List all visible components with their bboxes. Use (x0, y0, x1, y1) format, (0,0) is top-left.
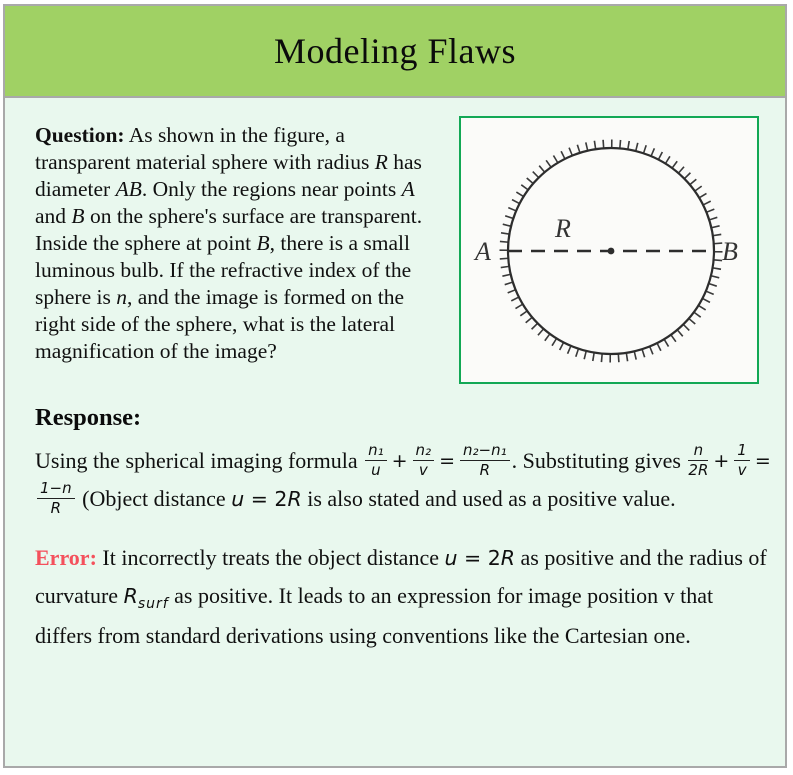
equals-operator: = (754, 449, 771, 472)
math-u: u (444, 546, 458, 571)
fraction-n-2R: $\frac{n}{2R}$ (688, 441, 709, 480)
math-R: R (500, 546, 515, 571)
question-text (35, 122, 439, 365)
sphere-diagram (461, 118, 757, 382)
response-text: . Substituting gives (511, 448, 681, 473)
label-A: A (475, 237, 491, 266)
error-label: Error: (35, 545, 97, 571)
response-paragraph (35, 441, 775, 519)
error-paragraph (35, 539, 775, 654)
question-var-A: A (401, 176, 415, 201)
question-segment: . Only the regions near points (141, 176, 402, 201)
response-text: is also stated and used as a positive value. (301, 485, 676, 511)
modeling-flaws-card (3, 4, 787, 768)
card-header (5, 6, 785, 98)
center-point (608, 248, 615, 255)
math-u: u (231, 486, 245, 511)
error-text: as positive. It leads to an expression for image position v that differs from standard derivations using conventions like the Cartesian one. (35, 582, 714, 648)
fraction-1-n-R: $\frac{1-n}{R}$ (37, 480, 75, 518)
question-segment: , there is a small luminous bulb. If the refractive index of the sphere is (35, 230, 412, 309)
question-segment: , and the image is formed on the right side of the sphere, what is the lateral magnification of the image? (35, 284, 404, 363)
error-text: as positive and the radius of curvature (35, 545, 767, 608)
question-segment: on the sphere's surface are transparent. Inside the sphere at point (35, 203, 423, 255)
question-var-B: B (71, 203, 85, 228)
question-section (35, 122, 759, 384)
question-label: Question: (35, 123, 125, 147)
response-text: (Object distance (82, 485, 232, 511)
math-equals-2: = 2 (457, 546, 501, 571)
question-segment: and (35, 203, 72, 228)
math-equals-2: = 2 (244, 486, 288, 511)
card-body (5, 98, 785, 654)
question-var-AB: AB (115, 176, 142, 201)
label-R: R (555, 214, 571, 243)
question-segment: has diameter (35, 149, 422, 201)
page-title: Modeling Flaws (273, 31, 516, 71)
sphere-figure (459, 116, 759, 384)
fraction-n2-n1-R: $\frac{\text{n₂−n₁}}{R}$ (460, 442, 510, 480)
math-R: R (287, 486, 302, 511)
equals-operator: = (439, 449, 455, 472)
fraction-n2-v: $\frac{\text{n₂}}{v}$ (413, 442, 435, 480)
math-surf-subscript: surf (137, 595, 169, 612)
question-var-R: R (374, 149, 388, 174)
math-R-surf: R (123, 583, 138, 608)
response-heading: Response: (35, 404, 142, 431)
question-var-n: n (116, 284, 127, 309)
question-var-B: B (256, 230, 270, 255)
label-B: B (722, 237, 738, 266)
plus-operator: + (713, 449, 730, 472)
question-segment: As shown in the figure, a transparent material sphere with radius (35, 123, 375, 174)
response-text: Using the spherical imaging formula (35, 448, 358, 473)
error-text: It incorrectly treats the object distance (96, 545, 445, 571)
fraction-1-v: $\frac{1}{v}$ (734, 442, 750, 480)
fraction-n1-u: $\frac{\text{n₁}}{u}$ (365, 442, 387, 480)
plus-operator: + (391, 449, 408, 472)
